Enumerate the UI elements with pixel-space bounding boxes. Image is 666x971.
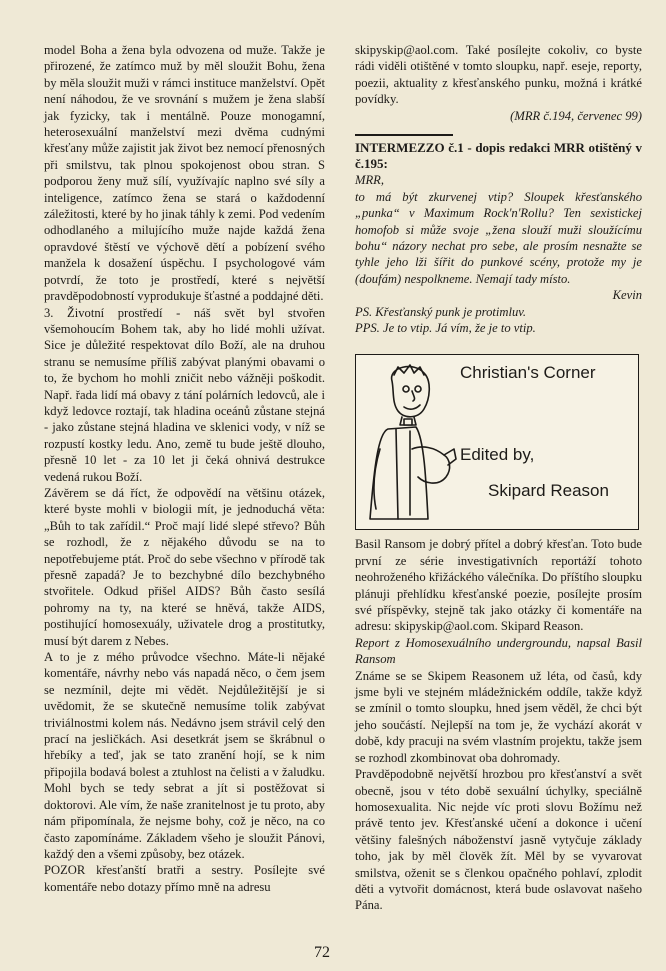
page-number: 72: [314, 944, 330, 961]
right-column: [355, 42, 642, 914]
christians-corner-cartoon: [355, 354, 639, 530]
paragraph: Pravděpodobně největší hrozbou pro křesťanství a svět obecně, jsou v této době sexuální úchylky, speciálně homosexualita. Nic nejde víc proti slovu Božímu než právě tento jev. Křesťanské učení a dokonce i učení většiny falešných náboženství jasně vytyčuje základy toho, jak by měl člověk žít. Měl by se vyvarovat smilstva, oženit se s členkou opačného pohlaví, zplodit děti a vytvořit domácnost, která bude oslavovat našeho Pána.: [355, 767, 642, 913]
letter-ps: PS. Křesťanský punk je protimluv.: [355, 304, 527, 319]
cartoon-editor-name: Skipard Reason: [488, 481, 609, 501]
left-column: [44, 42, 325, 895]
letter-signature: Kevin: [612, 288, 642, 303]
paragraph: Závěrem se dá říct, že odpovědí na většinu otázek, které byste mohli v biologii mít, je jednoduchá věta: „Bůh to tak zařídil.“ Proč mají lidé slepé střevo? Bůh se rozhodl, že z nějakého důvodu se na to nepotřebujeme ptát. Proč do sebe všechno v přírodě tak přesně zapadá? Je to bezchybné dílo bezchybného stvořitele. Odkud přišel AIDS? Bůh často sesílá pohromy na ty, na které se hněvá, takže AIDS, postihující homosexuály, uživatele drog a prostitutky, musí být darem z Nebes.: [44, 485, 325, 648]
divider: [355, 134, 453, 136]
letter-body: to má být zkurvenej vtip? Sloupek křesťanského „punka“ v Maximum Rock'n'Rollu? Ten sexistickej homofob si může svoje „žena slouží muži sloužícímu bohu“ názory nechat pro sebe, ale prosím nesnažte se tyhle jeho lži šířit do punkové scény, protože my je (doufám) nespolkneme. Nemají tady místo.: [355, 189, 642, 286]
paragraph: model Boha a žena byla odvozena od muže. Takže je přirozené, že zatímco muž by měl sloužit Bohu, žena by měla sloužit muži v rámci instituce manželství. Opět není náhodou, že ve srovnání s mužem je žena slabší jak fyzicky, tak i mentálně. Pouze monogamní, heterosexuální manželství mezi dvěma cudnými křesťany může zajistit jak život bez nemocí přenosných při smilstvu, tak plnou spokojenost obou stran. S podporou ženy muž sílí, využívajíc naplno své síly a inteligence, zatímco žena se stará o každodenní záležitosti, které by ho jinak táhly k zemi. Pod vedením odhodlaného a milujícího muže najde každá žena opravdové štěstí ve výchově dětí a pobízení svého manžela k dosažení úspěchu. I psychologové vám potvrdí, že toto je prostředí, které s největší pravděpodobností vyprodukuje šťastné a poddajné děti.: [44, 43, 325, 304]
report-title: Report z Homosexuálního undergroundu, napsal Basil Ransom: [355, 635, 642, 667]
letter-pps: PPS. Je to vtip. Já vím, že je to vtip.: [355, 321, 536, 335]
paragraph: skipyskip@aol.com. Také posílejte cokoliv, co byste rádi viděli otištěné v tomto sloupku, např. eseje, reporty, poezii, aktuality z křesťanského punku, možná i krátké povídky.: [355, 43, 642, 107]
paragraph: Známe se se Skipem Reasonem už léta, od časů, kdy jsme byli ve stejném mládežnickém oddíle, takže když se zmínil o tomto sloupku, hned jsem věděl, že chci být jeho součástí. Nejlepší na tom je, že vychází akorát v době, kdy pracuji na svém vlastním projektu, takže jsem se rozhodl zkombinovat oba dohromady.: [355, 668, 642, 765]
cartoon-edited-by: Edited by,: [460, 445, 535, 465]
paragraph: POZOR křesťanští bratři a sestry. Posílejte své komentáře nebo dotazy přímo mně na adresu: [44, 863, 325, 894]
cartoon-title: Christian's Corner: [460, 363, 596, 383]
intermezzo-heading: INTERMEZZO č.1 - dopis redakci MRR otištěný v č.195:: [355, 139, 642, 171]
letter-salutation: MRR,: [355, 173, 385, 188]
source-note: (MRR č.194, červenec 99): [510, 108, 642, 123]
paragraph: Basil Ransom je dobrý přítel a dobrý křesťan. Toto bude první ze série investigativních reportáží tohoto neohroženého křižáckého válečníka. Do příštího sloupku plánuji přehlídku křesťanské poezie, posílejte prosím své příspěvky, stejně tak jako otázky či komentáře na adresu: skipyskip@aol.com. Skipard Reason.: [355, 537, 642, 634]
paragraph: A to je z mého průvodce všechno. Máte-li nějaké komentáře, návrhy nebo vás napadá něco, o čem jsem se nezmínil, dejte mi vědět. Nejdůležitější je si uvědomit, že se skutečně nemusíme tolik zabývat triviálnostmi kolem nás. Nedávno jsem strávil celý den prací na jesličkách. Asi desetkrát jsem se škrábnul o hřebíky a teď, jak se tato zranění hojí, se k nim připojila bodavá bolest a ztuhlost na čelisti a v žaludku. Mohl bych se tedy sebrat a jít si postěžovat si doktorovi. Ale vím, že naše zranitelnost je tu proto, aby nám připomínala, že nejsme bohy, což je něco, na co často zapomínáme. Základem všeho je sloužit Pánovi, každý den a všemi způsoby, bez otázek.: [44, 650, 325, 861]
paragraph: 3. Životní prostředí - náš svět byl stvořen všemohoucím Bohem tak, aby ho lidé mohli užívat. Sice je důležité respektovat dílo Boží, ale na druhou stranu se nemusíme příliš zabývat planými obavami o to, že bychom ho mohli zničit nebo vážněji poškodit. Např. řada lidí má obavy z tání polárních ledovců, ale i když ledovce roztají, tak hladina oceánů zůstane stejná - jako zůstane stejná hladina ve sklenici vody, v níž se rozpustí kostky ledu. Ano, země tu bude ještě dlouho, přesně 10 let - za 10 let ji čeká ohnivá destrukce vedená rukou Boží.: [44, 305, 325, 484]
priest-drawing: [358, 359, 458, 525]
